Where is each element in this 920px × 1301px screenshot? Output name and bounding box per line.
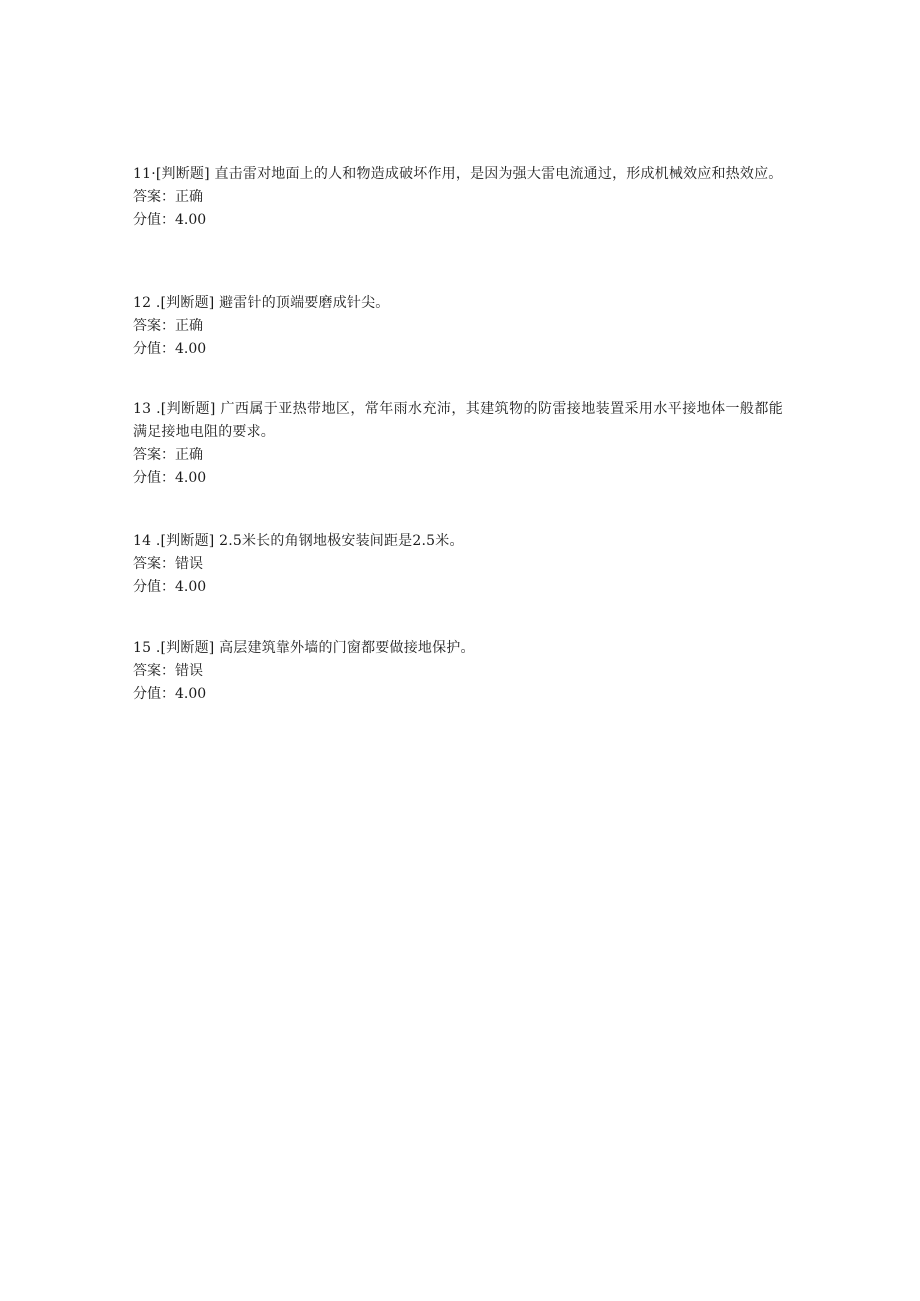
score-label: 分值： (133, 341, 175, 357)
score-line (133, 576, 783, 599)
question-type: [判断题] (155, 166, 210, 182)
answer-line (133, 186, 783, 209)
answer-value: 正确 (175, 447, 203, 463)
answer-label: 答案： (133, 556, 175, 572)
question-number: 12 . (133, 295, 161, 311)
question-11 (133, 163, 783, 232)
question-15 (133, 637, 783, 706)
question-type: [判断题] (160, 295, 215, 311)
answer-value: 正确 (175, 189, 203, 205)
question-text: 直击雷对地面上的人和物造成破坏作用，是因为强大雷电流通过，形成机械效应和热效应。 (214, 166, 783, 182)
score-value: 4.00 (175, 686, 207, 702)
answer-value: 错误 (175, 556, 203, 572)
question-14 (133, 530, 783, 599)
question-text: 避雷针的顶端要磨成针尖。 (219, 295, 390, 311)
score-value: 4.00 (175, 470, 207, 486)
question-text: 2.5米长的角钢地极安装间距是2.5米。 (219, 533, 464, 549)
score-label: 分值： (133, 579, 175, 595)
score-value: 4.00 (175, 212, 207, 228)
question-number: 11· (133, 166, 156, 182)
question-12 (133, 292, 783, 361)
answer-label: 答案： (133, 663, 175, 679)
question-type: [判断题] (160, 401, 216, 417)
answer-value: 错误 (175, 663, 203, 679)
answer-line (133, 444, 783, 467)
question-text: 广西属于亚热带地区，常年雨水充沛，其建筑物的防雷接地装置采用水平接地体一般都能满足接地电阻的要求。 (133, 401, 783, 440)
answer-line (133, 553, 783, 576)
question-text-line (133, 292, 783, 315)
score-line (133, 338, 783, 361)
score-line (133, 209, 783, 232)
question-number: 14 . (133, 533, 161, 549)
answer-label: 答案： (133, 189, 175, 205)
score-value: 4.00 (175, 579, 207, 595)
answer-label: 答案： (133, 447, 175, 463)
question-13 (133, 398, 783, 490)
question-type: [判断题] (160, 533, 215, 549)
score-line (133, 683, 783, 706)
question-text-line (133, 637, 783, 660)
score-label: 分值： (133, 212, 175, 228)
score-label: 分值： (133, 470, 175, 486)
answer-line (133, 315, 783, 338)
question-text: 高层建筑靠外墙的门窗都要做接地保护。 (219, 640, 475, 656)
question-text-line (133, 398, 783, 444)
answer-value: 正确 (175, 318, 203, 334)
question-number: 15 . (133, 640, 161, 656)
answer-label: 答案： (133, 318, 175, 334)
question-text-line (133, 163, 783, 186)
answer-line (133, 660, 783, 683)
score-value: 4.00 (175, 341, 207, 357)
score-label: 分值： (133, 686, 175, 702)
question-number: 13 . (133, 401, 161, 417)
question-type: [判断题] (160, 640, 215, 656)
question-text-line (133, 530, 783, 553)
score-line (133, 467, 783, 490)
